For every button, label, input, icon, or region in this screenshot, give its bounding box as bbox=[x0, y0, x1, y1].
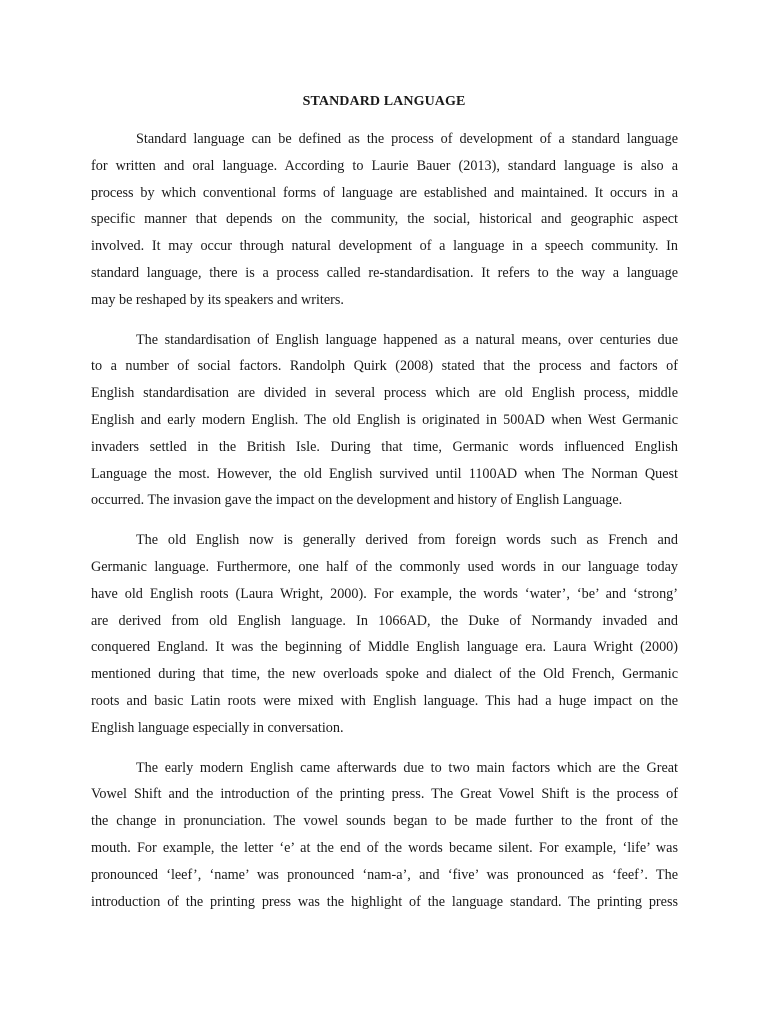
paragraph-2 bbox=[91, 327, 678, 515]
text-line: mouth. For example, the letter ‘e’ at the end of the words became silent. For example, ‘life’ was bbox=[91, 839, 678, 856]
text-line: conquered England. It was the beginning of Middle English language era. Laura Wright (2000) bbox=[91, 639, 678, 656]
text-line: invaders settled in the British Isle. During that time, Germanic words influenced English bbox=[91, 438, 678, 455]
text-line: pronounced ‘leef’, ‘name’ was pronounced ‘nam-a’, and ‘five’ was pronounced as ‘feef’. The bbox=[91, 866, 678, 883]
text-line: The standardisation of English language happened as a natural means, over centuries due bbox=[136, 331, 678, 348]
body-text bbox=[91, 126, 678, 928]
paragraph-4 bbox=[91, 755, 678, 916]
text-line: may be reshaped by its speakers and writers. bbox=[91, 291, 344, 308]
paragraph-1 bbox=[91, 126, 678, 314]
text-line: English and early modern English. The old English is originated in 500AD when West Germanic bbox=[91, 411, 678, 428]
text-line: The old English now is generally derived from foreign words such as French and bbox=[136, 532, 678, 549]
text-line: occurred. The invasion gave the impact on the development and history of English Language. bbox=[91, 492, 623, 509]
text-line: introduction of the printing press was the highlight of the language standard. The printing press bbox=[91, 893, 678, 910]
text-line: English standardisation are divided in several process which are old English process, middle bbox=[91, 385, 678, 402]
text-line: Language the most. However, the old English survived until 1100AD when The Norman Quest bbox=[91, 465, 678, 482]
text-line: to a number of social factors. Randolph Quirk (2008) stated that the process and factors of bbox=[91, 358, 678, 375]
text-line: for written and oral language. According to Laurie Bauer (2013), standard language is also a bbox=[91, 157, 678, 174]
text-line: roots and basic Latin roots were mixed with English language. This had a huge impact on the bbox=[91, 692, 678, 709]
text-line: standard language, there is a process called re-standardisation. It refers to the way a language bbox=[91, 264, 678, 281]
text-line: have old English roots (Laura Wright, 2000). For example, the words ‘water’, ‘be’ and ‘strong’ bbox=[91, 585, 678, 602]
text-line: Standard language can be defined as the process of development of a standard language bbox=[136, 131, 678, 147]
text-line: English language especially in conversation. bbox=[91, 719, 344, 736]
text-line: involved. It may occur through natural development of a language in a speech community. In bbox=[91, 238, 678, 255]
paragraph-3 bbox=[91, 527, 678, 741]
text-line: The early modern English came afterwards due to two main factors which are the Great bbox=[136, 759, 678, 776]
text-line: mentioned during that time, the new overloads spoke and dialect of the Old French, Germanic bbox=[91, 666, 678, 683]
page-title: STANDARD LANGUAGE bbox=[302, 94, 466, 109]
text-line: the change in pronunciation. The vowel sounds began to be made further to the front of the bbox=[91, 813, 678, 830]
text-line: are derived from old English language. In 1066AD, the Duke of Normandy invaded and bbox=[91, 612, 678, 629]
text-line: specific manner that depends on the community, the social, historical and geographic aspect bbox=[91, 211, 678, 228]
text-line: process by which conventional forms of language are established and maintained. It occurs in a bbox=[91, 184, 678, 201]
text-line: Vowel Shift and the introduction of the printing press. The Great Vowel Shift is the process of bbox=[91, 786, 678, 803]
text-line: Germanic language. Furthermore, one half of the commonly used words in our language today bbox=[91, 558, 678, 575]
